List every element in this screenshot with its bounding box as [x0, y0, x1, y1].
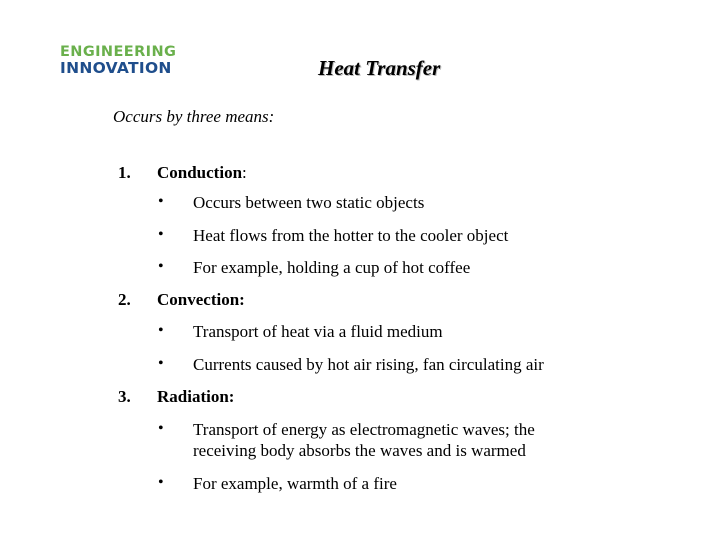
bullet-marker: • [158, 258, 164, 275]
logo-line-1: ENGINEERING [60, 44, 177, 60]
section-number: 3. [118, 387, 131, 406]
section-number: 2. [118, 290, 131, 309]
bullet-marker: • [158, 355, 164, 372]
list-item: Occurs between two static objects [193, 193, 425, 212]
section-heading-text: Radiation: [157, 387, 235, 406]
list-item: Transport of energy as electromagnetic waves; the receiving body absorbs the waves and is warmed [193, 420, 535, 460]
logo-line-2: INNOVATION [60, 59, 172, 75]
list-item: Transport of heat via a fluid medium [193, 322, 443, 341]
list-item: For example, holding a cup of hot coffee [193, 258, 471, 277]
list-item: For example, warmth of a fire [193, 474, 397, 493]
bullet-marker: • [158, 193, 164, 210]
section-heading-text: Conduction [157, 163, 243, 182]
intro-text: Occurs by three means: [113, 107, 275, 126]
section-heading-radiation [157, 387, 234, 407]
section-heading-conduction [157, 163, 247, 183]
logo-graphic [60, 43, 200, 75]
bullet-marker: • [158, 322, 164, 339]
list-item: Currents caused by hot air rising, fan circulating air [193, 355, 544, 374]
section-heading-text: Convection: [157, 290, 245, 309]
bullet-marker: • [158, 474, 164, 491]
engineering-innovation-logo [60, 43, 200, 75]
section-number: 1. [118, 163, 131, 182]
slide-title: Heat Transfer [318, 56, 441, 80]
section-heading-convection [157, 290, 245, 310]
list-item: Heat flows from the hotter to the cooler object [193, 226, 509, 245]
bullet-marker: • [158, 226, 164, 243]
section-heading-colon: : [242, 163, 247, 182]
bullet-marker: • [158, 420, 164, 437]
